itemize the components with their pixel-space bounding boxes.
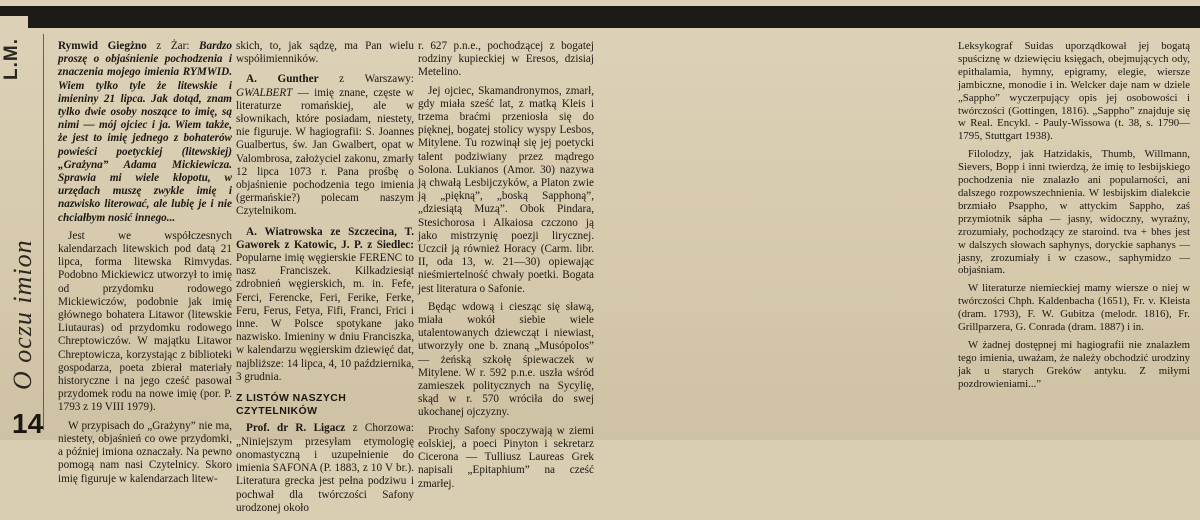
letter-rymwid <box>58 40 232 225</box>
section-heading: Z LISTÓW NASZYCH CZYTELNIKÓW <box>236 392 347 418</box>
letter-ferenc <box>236 226 414 384</box>
body-paragraph: Jej ojciec, Skamandronymos, zmarł, gdy miała sześć lat, z matką Kleis i trzema braćmi przeniosła się do pięknej, bogatej stolicy wyspy Lesbos, Mitylene. Tu rozwinął się jej poetycki talent podziwiany przez mądrego Solona. Lukianos (Amor. 30) nazywa ją chwałą Lesbijczyków, a Platon zwie ją „piękną”, „boską Sapphoną”, „dziesiątą Muzą”. Obok Pindara, Stesichorosa i Alkaiosa czczono ją jako mistrzynię poezji lirycznej. Uczcił ją również Horacy (Carm. libr. II, oda 13, w. 21—30) opiewając nieśmiertelność chwały poetki. Bogata jest literatura o Safonie. <box>418 84 594 295</box>
letter-text: Bardzo proszę o objaśnienie pochodzenia i znaczenia mojego imienia RYMWID. Wiem tylko tyle że litewskie i imieniny 21 lipca. Jak dotąd, znam tylko dwie osoby noszące to imię, są nimi — mój ojciec i ja. Wiem także, że jest to imię jednego z bohaterów powieści poetyckiej (litewskiej) „Grażyna” Adama Mickiewicza. Sprawia mi wiele kłopotu, w urzędach muszę zwykle imię i nazwisko literować, ale lubię je i nie chciałbym nosić innego... <box>58 40 232 224</box>
letter-text: Popularne imię węgierskie FERENC to nasz Franciszek. Kilkadziesiąt zdrobnień węgierskich, m. in. Fefe, Ferci, Ferencke, Feri, Ferike, Ferke, Feru, Ferus, Fetya, Fifi, Franci, Frici i inne. W Polsce spotykane jako nazwisko. Imieniny w dniu Franciszka, w kalendarzu węgierskim dziewięć dat, najbliższe: 14 lipca, 4, 10 października, 3 grudnia. <box>236 252 414 383</box>
text-column-4 <box>958 40 1190 396</box>
body-paragraph: Prochy Safony spoczywają w ziemi eolskiej, a poeci Pinyton i sekretarz Cicerona — Tulliusz Laureas Grek napisali „Epitaphium” na cześć zmarłej. <box>418 424 594 490</box>
answer-paragraph: skich, to, jak sądzę, ma Pan wielu współimienników. <box>236 40 414 66</box>
letter-author: Prof. dr R. Ligacz <box>246 422 346 435</box>
body-paragraph: Leksykograf Suidas uporządkował jej bogatą spuściznę w dziewięciu księgach, obejmujących ody, epithalamia, hymny, epigramy, elegie, wiersze jambiczne, monodie i in. Welcker daje nam w dziele „Sappho” wyczerpujący opis jej osobowości i twórczości (Gottingen, 1816). „Sappho” znajduje się w Real. Encykl. - Pauly-Wissowa (t. 38, s. 1790—1795, Stuttgart 1938). <box>958 40 1190 143</box>
letter-text: — imię znane, częste w literaturze romańskiej, ale w słownikach, które posiadam, niestety, nie figuruje. W hagiografii: S. Joannes Gualbertus, św. Jan Gwalbert, opat w Valombrosa, założyciel zakonu, zmarły 12 lipca 1073 r. Pana prośbę o objaśnienie pochodzenia tego imienia (germańskie?) polecam naszym Czytelnikom. <box>236 86 414 218</box>
body-paragraph: W żadnej dostępnej mi hagiografii nie znalazłem tego imienia, uważam, że należy obchodzić urodziny jak u starych Greków antyku. Z miłymi pozdrowieniami...” <box>958 338 1190 390</box>
answer-paragraph: W przypisach do „Grażyny” nie ma, niestety, objaśnień co owe przydomki, a później imiona oznaczały. Na pewno pomogą nam nasi Czytelnicy. Skoro imię figuruje w kalendarzach litew- <box>58 419 232 485</box>
body-paragraph: W literaturze niemieckiej mamy wiersze o niej w twórczości Chph. Kaldenbacha (1651), Fr. v. Kleista (dram. 1793), F. W. Gubitza (melodr. 1816), Fr. Grillparzera, G. Conrada (dram. 1887) i in. <box>958 282 1190 334</box>
letter-authors: A. Wiatrowska ze Szczecina, T. Gaworek z Katowic, J. P. z Siedlec: <box>236 225 414 251</box>
letter-author: A. Gunther <box>246 73 319 86</box>
body-paragraph: Będąc wdową i ciesząc się sławą, miała wokół siebie wiele utalentowanych dziewcząt i niewiast, utworzyły one b. znaną „Musópolos” — żeńską szkołę śpiewaczek w Mitylene. W r. 592 p.n.e. uszła wśród zamieszek politycznych na Sycylię, skąd w r. 570 wróciła do swej ukochanej ojczyzny. <box>418 300 594 419</box>
answer-paragraph: Jest we współczesnych kalendarzach litewskich pod datą 21 lipca, forma litewska Rimvydas. Podobno Mickiewicz utworzył to imię od przydomku rodowego Mickiewiczów, podobnie jak imię głównego bohatera Litawor (litewskie Liutauras) od przydomku rodowego Chreptowiczów. W majątku Litawor Chreptowicza, korzystając z biblioteki gospodarza, poeta zbierał materiały historyczne i na jego cześć pasował przydomek rodu na nowe imię (por. P. 1793 z 19 VIII 1979). <box>58 229 232 414</box>
letter-ligacz <box>236 422 414 514</box>
column-title: O oczu imion <box>8 239 37 390</box>
page-number: 14 <box>12 408 44 439</box>
text-column-2 <box>236 40 414 520</box>
top-black-bar <box>28 6 1200 28</box>
top-black-bar-left <box>0 6 30 16</box>
letter-author: Rymwid Giegżno <box>58 40 147 52</box>
letter-origin: z Warszawy: <box>318 73 415 86</box>
text-column-1 <box>58 40 232 491</box>
column-divider <box>43 34 44 430</box>
body-paragraph: r. 627 p.n.e., pochodzącej z bogatej rodziny kupieckiej w Eresos, dzisiaj Metelino. <box>418 40 594 79</box>
letter-text: z Chorzowa: „Niniejszym przesyłam etymologię onomastyczną i uzupełnienie do imienia SAFONA (P. 1883, z 10 V br.). Literatura grecka jest pełna podziwu i pochwał dla twórczości Safony urodzonej około <box>236 422 415 514</box>
body-paragraph: Filolodzy, jak Hatzidakis, Thumb, Willmann, Sievers, Bopp i inni twierdzą, że imię to lesbijskiego pochodzenia nie znalazło ani popularności, ani dalszego rozpowszechnienia. W lesbijskim dialekcie brzmiało Psappho, w attyckim Sappho, zaś przymiotnik sápha — jasny, widoczny, wyraźny, zrozumiały, pochodzący ze staroind. tva + bhes jest w dalszych słowach saphynys, doryckie saphanys — jasny, zrozumiały i w czasow., saphymidzo — objaśniam. <box>958 148 1190 277</box>
discussed-name: GWALBERT <box>236 86 293 99</box>
author-initials: L.M. <box>1 38 22 80</box>
text-column-3 <box>418 40 594 496</box>
letter-origin: z Żar: <box>146 40 200 52</box>
letter-gwalbert <box>236 73 414 218</box>
